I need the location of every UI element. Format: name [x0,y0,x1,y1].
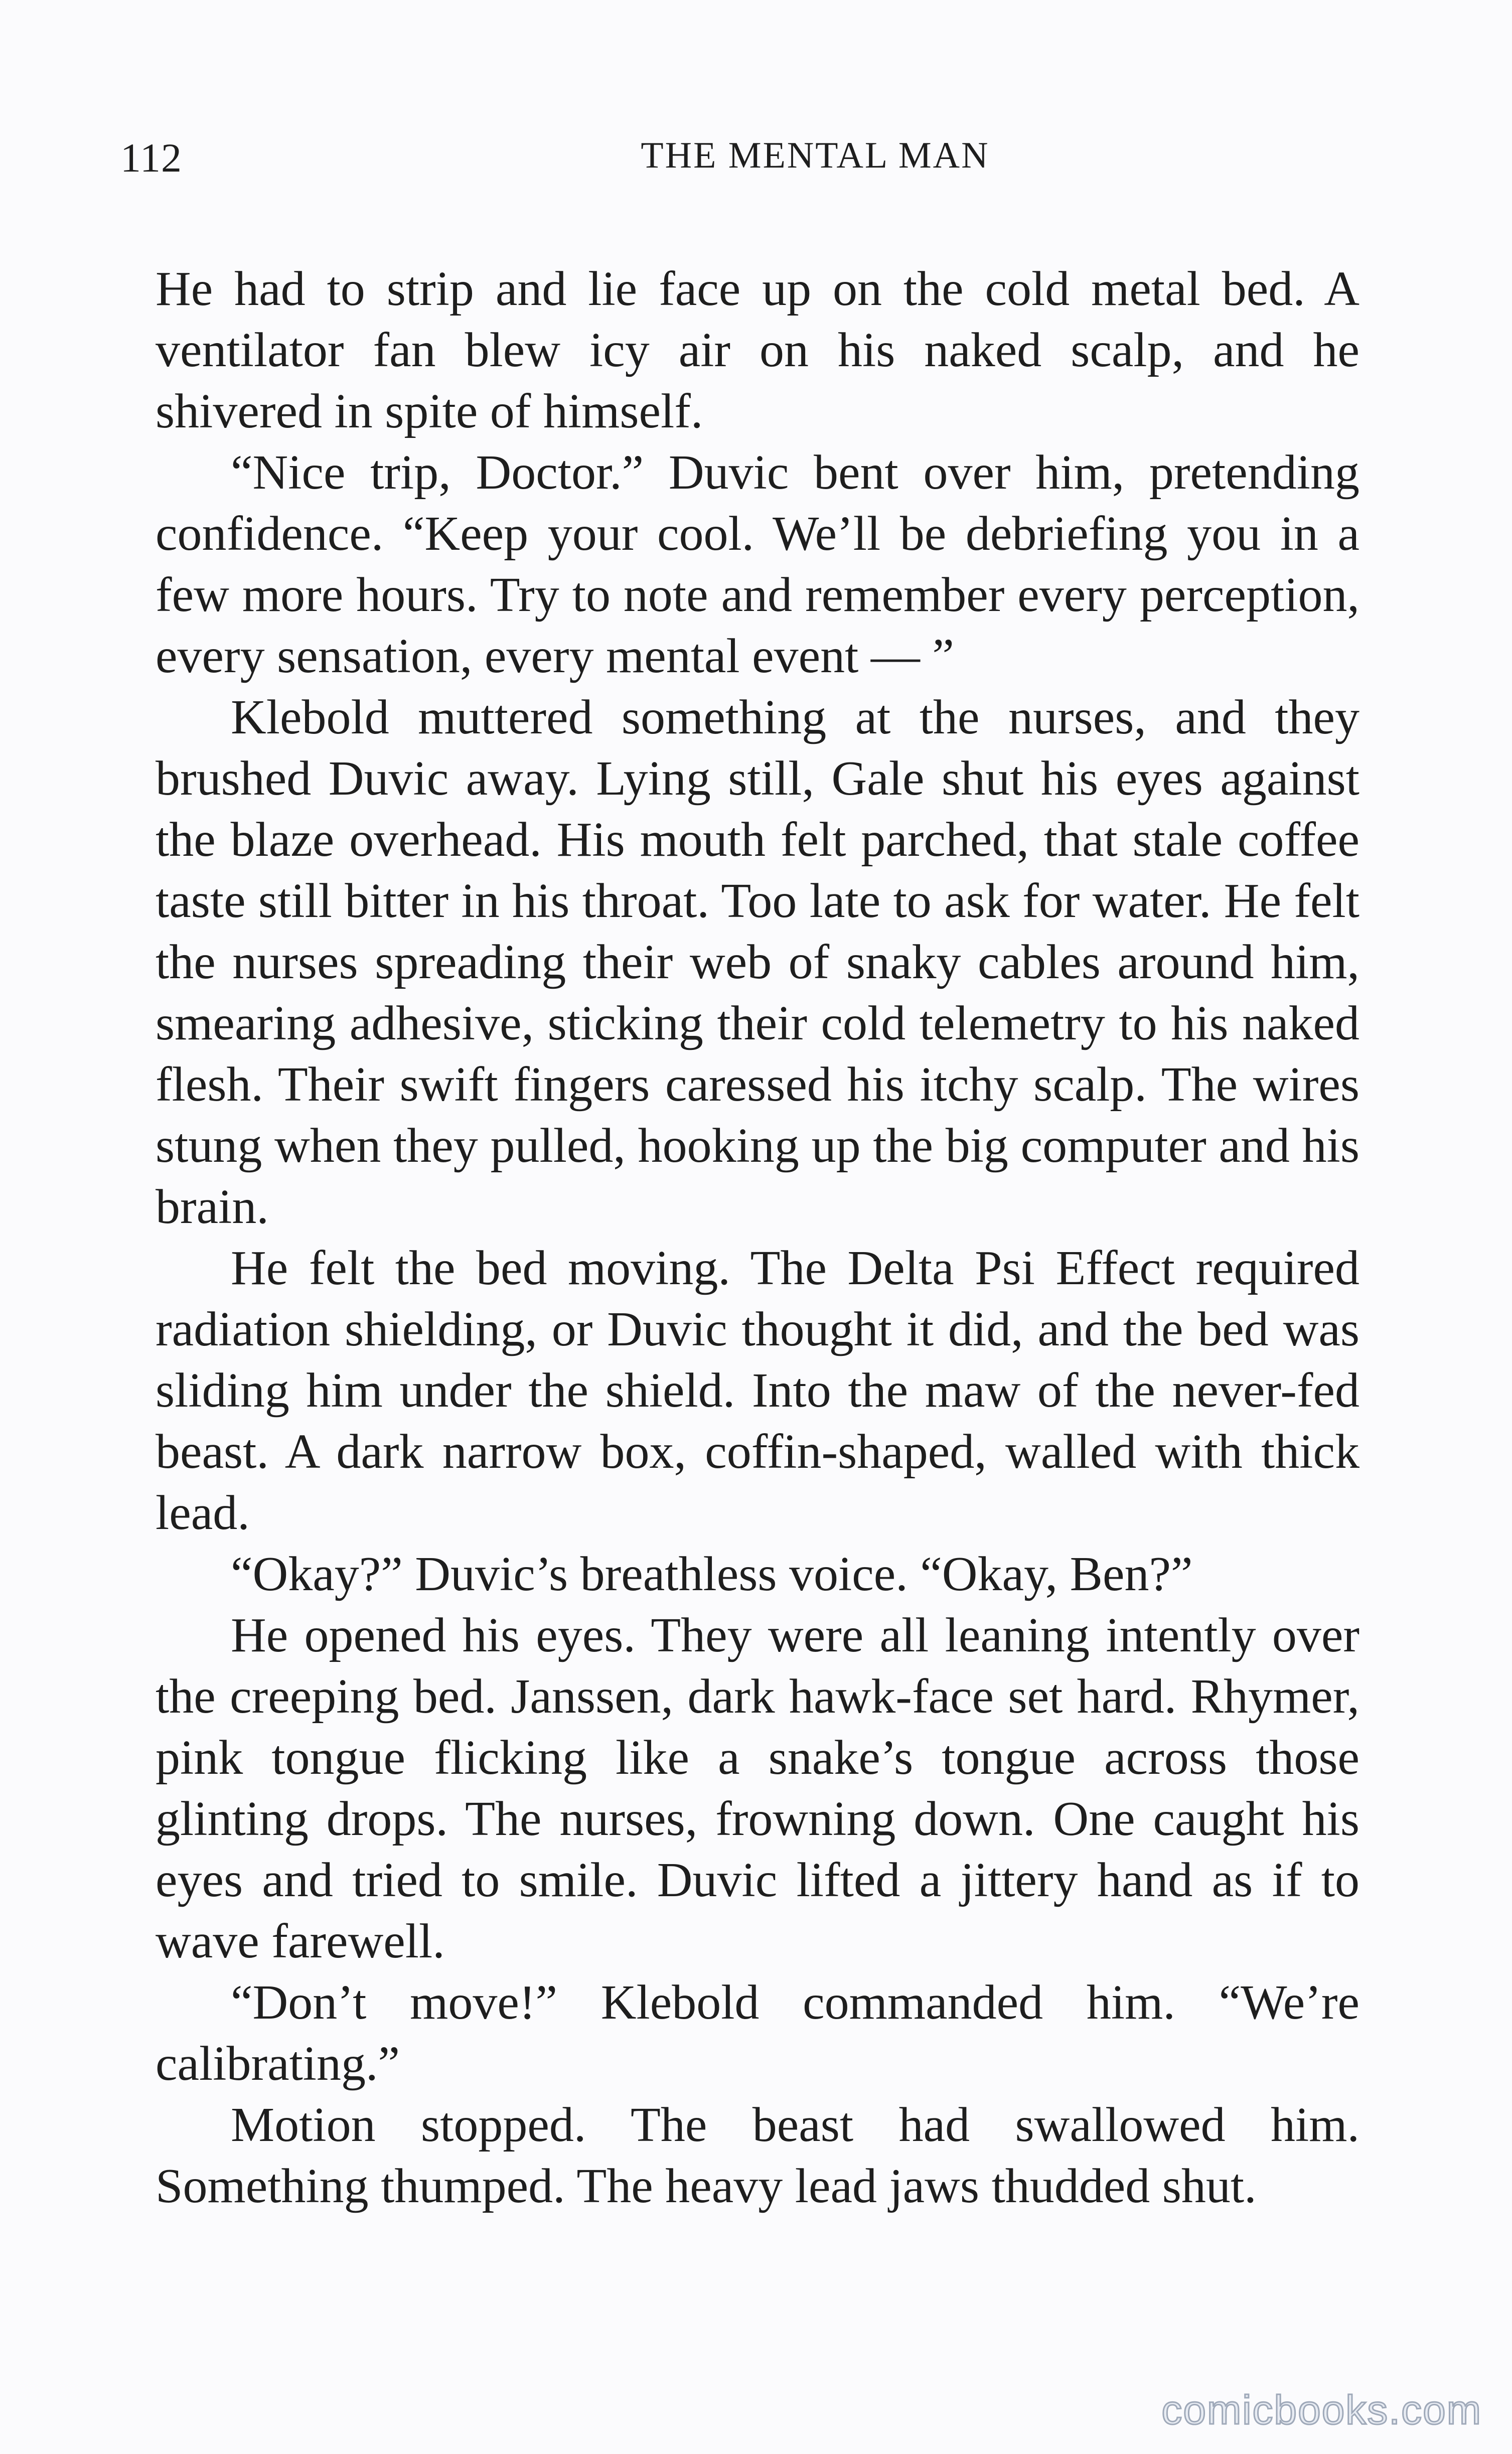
paragraph: “Don’t move!” Klebold commanded him. “We’re calibrating.” [156,1975,1359,2091]
body-text [156,258,1359,2217]
paragraph: Motion stopped. The beast had swallowed him. Something thumped. The heavy lead jaws thudded shut. [156,2098,1359,2213]
page-number: 112 [120,135,182,181]
paragraph: He had to strip and lie face up on the cold metal bed. A ventilator fan blew icy air on his naked scalp, and he shivered in spite of himself. [156,262,1359,438]
paragraph: He opened his eyes. They were all leaning intently over the creeping bed. Janssen, dark hawk-face set hard. Rhymer, pink tongue flicking like a snake’s tongue across those glinting drops. The nurses, frowning down. One caught his eyes and tried to smile. Duvic lifted a jittery hand as if to wave farewell. [156,1608,1359,1968]
running-head [120,134,1395,195]
paragraph: “Nice trip, Doctor.” Duvic bent over him, pretending confidence. “Keep your cool. We’ll be debriefing you in a few more hours. Try to note and remember every perception, every sensation, every mental event — ” [156,445,1359,683]
watermark: comicbooks.com [1161,2387,1482,2433]
paragraph: Klebold muttered something at the nurses, and they brushed Duvic away. Lying still, Gale shut his eyes against the blaze overhead. His mouth felt parched, that stale coffee taste still bitter in his throat. Too late to ask for water. He felt the nurses spreading their web of snaky cables around him, smearing adhesive, sticking their cold telemetry to his naked flesh. Their swift fingers caressed his itchy scalp. The wires stung when they pulled, hooking up the big computer and his brain. [156,690,1359,1234]
running-title: THE MENTAL MAN [641,135,990,176]
paragraph: “Okay?” Duvic’s breathless voice. “Okay, Ben?” [231,1547,1193,1601]
paragraph: He felt the bed moving. The Delta Psi Effect required radiation shielding, or Duvic thought it did, and the bed was sliding him under the shield. Into the maw of the never-fed beast. A dark narrow box, coffin-shaped, walled with thick lead. [156,1241,1359,1540]
